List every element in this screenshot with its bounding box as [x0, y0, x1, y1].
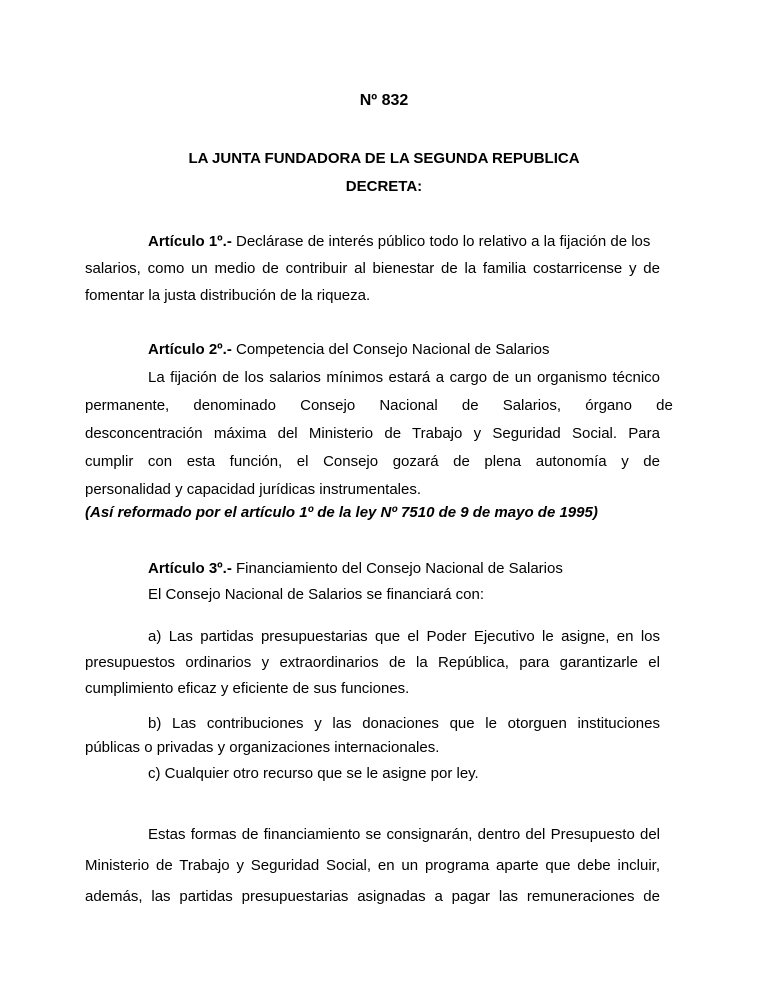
- article-2-line: personalidad y capacidad jurídicas instrumentales.: [85, 481, 422, 498]
- item-c-line: c) Cualquier otro recurso que se le asigne por ley.: [148, 765, 479, 782]
- issuer-heading: LA JUNTA FUNDADORA DE LA SEGUNDA REPUBLICA: [188, 150, 580, 167]
- article-3-paragraph-line: Estas formas de financiamiento se consignarán, dentro del Presupuesto del: [148, 826, 660, 843]
- decree-number: Nº 832: [359, 92, 409, 109]
- article-2-line: desconcentración máxima del Ministerio de Trabajo y Seguridad Social. Para: [85, 425, 660, 442]
- item-a-line: cumplimiento eficaz y eficiente de sus funciones.: [85, 680, 410, 697]
- article-2-heading: [148, 341, 550, 359]
- article-2-label: Artículo 2º.-: [148, 341, 232, 358]
- item-b-line: públicas o privadas y organizaciones internacionales.: [85, 739, 440, 756]
- article-1-line: salarios, como un medio de contribuir al bienestar de la familia costarricense y de: [85, 260, 660, 277]
- article-3-intro: El Consejo Nacional de Salarios se financiará con:: [148, 586, 485, 603]
- article-2-line: permanente, denominado Consejo Nacional de Salarios, órgano de: [85, 397, 673, 414]
- article-2-title: Competencia del Consejo Nacional de Salarios: [236, 341, 550, 358]
- amendment-note: (Así reformado por el artículo 1º de la ley Nº 7510 de 9 de mayo de 1995): [85, 504, 598, 521]
- article-1-line: fomentar la justa distribución de la riqueza.: [85, 287, 371, 304]
- article-1-text: Declárase de interés público todo lo relativo a la fijación de los: [236, 233, 651, 250]
- article-3-title: Financiamiento del Consejo Nacional de Salarios: [236, 560, 563, 577]
- item-a-line: presupuestos ordinarios y extraordinarios de la República, para garantizarle el: [85, 654, 660, 671]
- item-b-line: b) Las contribuciones y las donaciones que le otorguen instituciones: [148, 715, 660, 732]
- article-3-paragraph-line: además, las partidas presupuestarias asignadas a pagar las remuneraciones de: [85, 888, 660, 905]
- item-a-line: a) Las partidas presupuestarias que el Poder Ejecutivo le asigne, en los: [148, 628, 660, 645]
- decreta-heading: DECRETA:: [345, 178, 423, 195]
- article-1-label: Artículo 1º.-: [148, 233, 232, 250]
- article-2-line: cumplir con esta función, el Consejo gozará de plena autonomía y de: [85, 453, 660, 470]
- article-1-first-line: [148, 233, 650, 251]
- article-2-line: La fijación de los salarios mínimos estará a cargo de un organismo técnico: [148, 369, 660, 386]
- article-3-label: Artículo 3º.-: [148, 560, 232, 577]
- article-3-paragraph-line: Ministerio de Trabajo y Seguridad Social, en un programa aparte que debe incluir,: [85, 857, 660, 874]
- article-3-heading: [148, 560, 563, 578]
